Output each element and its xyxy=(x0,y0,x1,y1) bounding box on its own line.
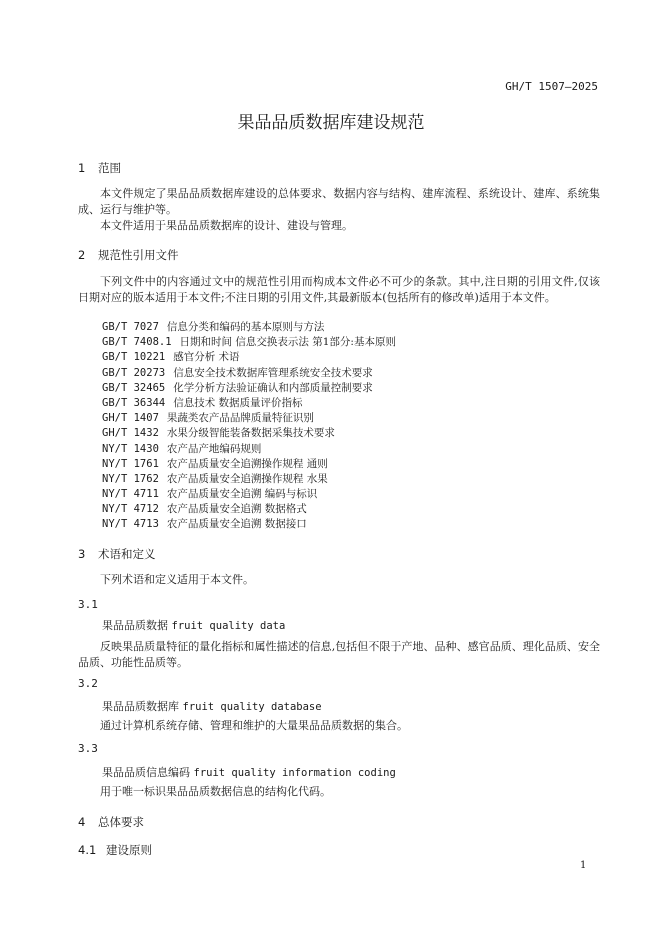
term-number: 3.2 xyxy=(78,677,98,690)
reference-item: NY/T 1430 农产品产地编码规则 xyxy=(102,442,262,455)
reference-item: GB/T 7027 信息分类和编码的基本原则与方法 xyxy=(102,321,325,333)
term-definition: 用于唯一标识果品品质数据信息的结构化代码。 xyxy=(100,785,331,798)
reference-item: GB/T 20273 信息安全技术数据库管理系统安全技术要求 xyxy=(102,366,373,379)
term-heading: 果品品质数据库 fruit quality database xyxy=(102,700,322,713)
term-heading: 果品品质数据 fruit quality data xyxy=(102,619,286,632)
reference-item: GH/T 1407 果蔬类农产品品牌质量特征识别 xyxy=(102,412,314,425)
reference-item: GB/T 10221 感官分析 术语 xyxy=(102,351,240,364)
reference-list xyxy=(102,320,396,533)
section-heading-scope: 1 范围 xyxy=(78,161,121,175)
term-number: 3.1 xyxy=(78,598,98,611)
reference-item: NY/T 1761 农产品质量安全追溯操作规程 通则 xyxy=(102,457,328,470)
term-definition: 反映果品质量特征的量化指标和属性描述的信息,包括但不限于产地、品种、感官品质、理化品质、安全品质、功能性品质等。 xyxy=(78,640,600,669)
reference-item: NY/T 1762 农产品质量安全追溯操作规程 水果 xyxy=(102,472,328,485)
subsection-heading-construction-principles: 4.1 建设原则 xyxy=(78,843,152,857)
term-number: 3.3 xyxy=(78,742,98,755)
section-heading-terms-and-definitions: 3 术语和定义 xyxy=(78,547,156,561)
terms-intro-paragraph: 下列术语和定义适用于本文件。 xyxy=(100,573,254,586)
document-number: GH/T 1507—2025 xyxy=(505,80,598,93)
document-title: 果品品质数据库建设规范 xyxy=(237,113,425,133)
term-definition: 通过计算机系统存储、管理和维护的大量果品品质数据的集合。 xyxy=(100,719,408,732)
section-heading-general-requirements: 4 总体要求 xyxy=(78,815,144,829)
page-number: 1 xyxy=(580,860,587,871)
section-heading-normative-references: 2 规范性引用文件 xyxy=(78,248,179,262)
reference-item: GH/T 1432 水果分级智能装备数据采集技术要求 xyxy=(102,427,335,440)
reference-item: GB/T 7408.1 日期和时间 信息交换表示法 第1部分:基本原则 xyxy=(102,336,396,349)
scope-paragraph-1: 本文件规定了果品品质数据库建设的总体要求、数据内容与结构、建库流程、系统设计、建库、系统集成、运行与维护等。 xyxy=(78,187,600,216)
reference-item: NY/T 4712 农产品质量安全追溯 数据格式 xyxy=(102,503,307,516)
reference-item: GB/T 36344 信息技术 数据质量评价指标 xyxy=(102,396,303,409)
term-heading: 果品品质信息编码 fruit quality information coding xyxy=(102,766,396,779)
references-intro-paragraph: 下列文件中的内容通过文中的规范性引用而构成本文件必不可少的条款。其中,注日期的引用文件,仅该日期对应的版本适用于本文件;不注日期的引用文件,其最新版本(包括所有的修改单)适用于本文件。 xyxy=(78,275,600,304)
reference-item: NY/T 4713 农产品质量安全追溯 数据接口 xyxy=(102,518,307,531)
scope-paragraph-2: 本文件适用于果品品质数据库的设计、建设与管理。 xyxy=(100,219,353,232)
reference-item: NY/T 4711 农产品质量安全追溯 编码与标识 xyxy=(102,488,318,501)
reference-item: GB/T 32465 化学分析方法验证确认和内部质量控制要求 xyxy=(102,381,373,394)
